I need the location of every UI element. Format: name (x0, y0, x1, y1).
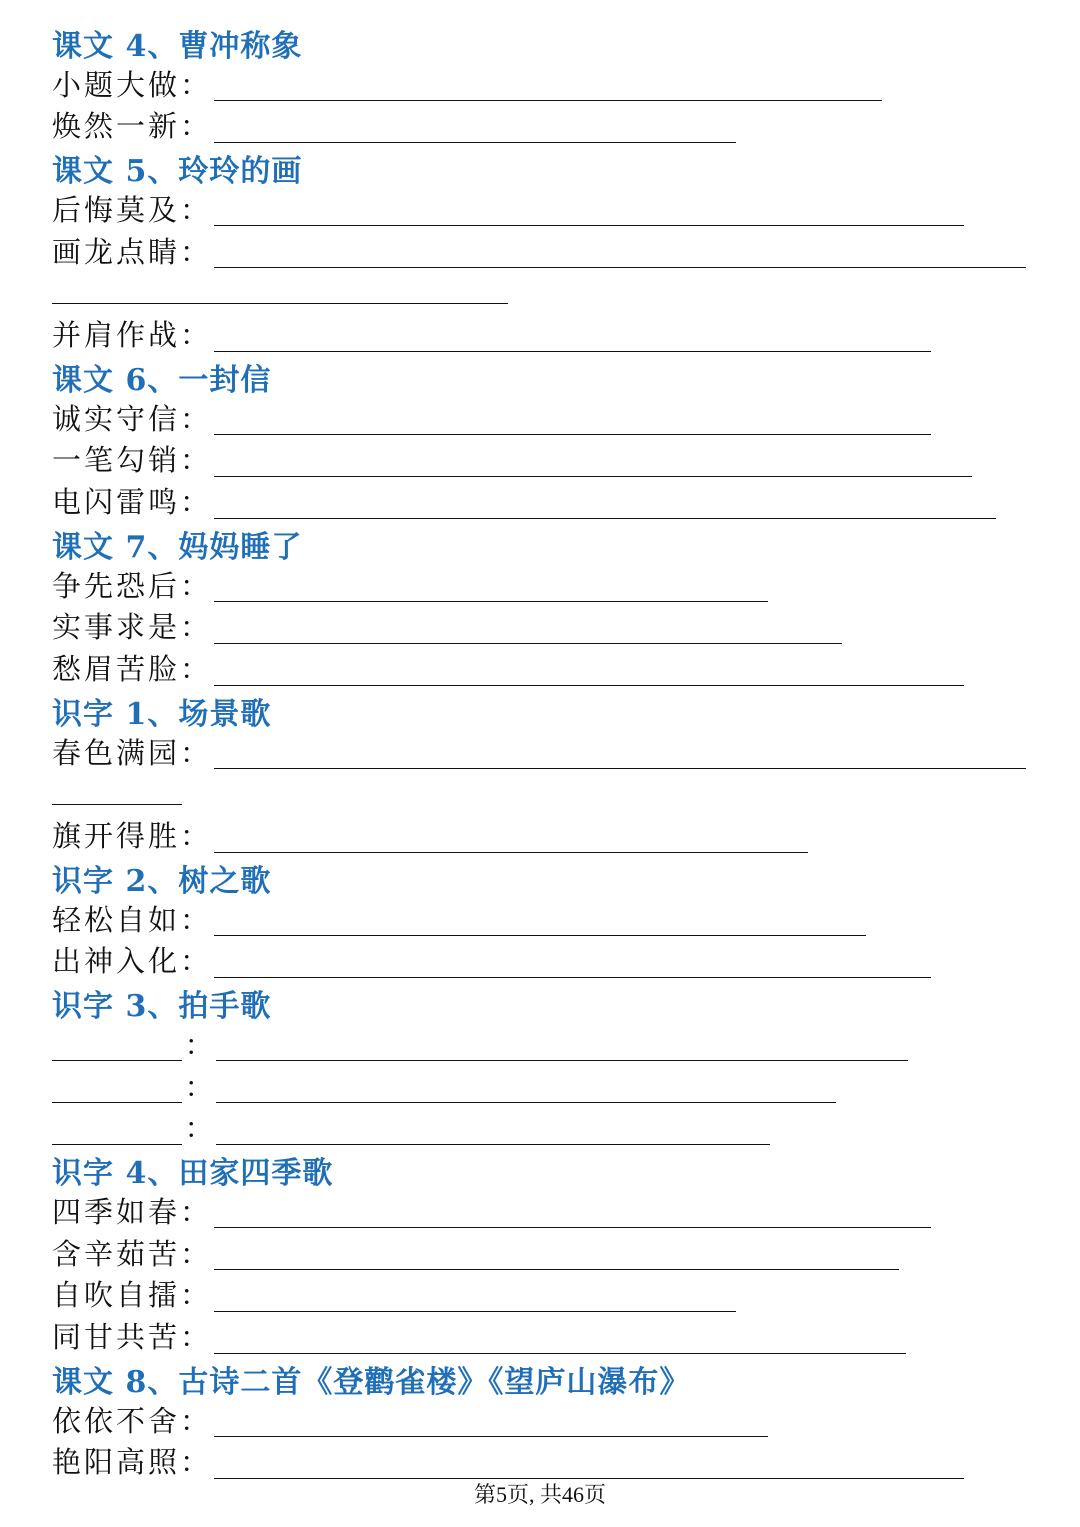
term-row (52, 1400, 1042, 1442)
term-row (52, 1275, 1042, 1317)
answer-blank[interactable] (214, 329, 931, 352)
term-label: 后悔莫及 (52, 192, 181, 227)
section-heading: 课文 8、古诗二首《登鹳雀楼》《望庐山瀑布》 (52, 1365, 691, 1400)
term-label: 出神入化 (52, 944, 181, 979)
answer-blank[interactable] (214, 746, 1026, 769)
section-heading: 识字 4、田家四季歌 (52, 1156, 334, 1192)
answer-blank[interactable] (214, 663, 964, 686)
term-row (52, 565, 1042, 607)
term-row (52, 607, 1042, 649)
section-heading: 识字 3、拍手歌 (52, 989, 272, 1025)
answer-blank[interactable] (214, 830, 808, 853)
answer-blank[interactable] (214, 621, 842, 644)
term-blank[interactable] (52, 1080, 182, 1103)
term-label: 争先恐后 (52, 568, 181, 603)
section-heading: 课文 4、曹冲称象 (52, 29, 303, 64)
term-row (52, 941, 1042, 983)
answer-blank[interactable] (214, 454, 972, 477)
colon: ： (180, 485, 210, 520)
term-label: 小题大做 (52, 67, 181, 102)
term-label: 愁眉苦脸 (52, 652, 181, 687)
term-row (52, 899, 1042, 941)
term-row (52, 64, 1042, 106)
answer-blank[interactable] (52, 782, 182, 805)
term-row (52, 440, 1042, 482)
answer-blank[interactable] (216, 1080, 836, 1103)
answer-blank[interactable] (214, 913, 866, 936)
section-heading: 课文 5、玲玲的画 (52, 154, 303, 190)
term-label: 并肩作战 (52, 318, 181, 353)
term-row (52, 648, 1042, 690)
term-label: 轻松自如 (52, 902, 181, 937)
colon: ： (180, 819, 210, 854)
colon: ： (180, 652, 210, 687)
term-label: 同甘共苦 (52, 1320, 181, 1355)
worksheet (52, 22, 1042, 1483)
answer-blank[interactable] (214, 1331, 906, 1354)
term-row (52, 398, 1042, 440)
colon: ： (180, 109, 210, 144)
colon: ： (180, 1236, 210, 1271)
answer-blank[interactable] (214, 78, 882, 101)
colon: ： (180, 234, 210, 269)
term-row (52, 481, 1042, 523)
page-footer: 第5页, 共46页 (473, 1482, 606, 1507)
term-label: 画龙点睛 (52, 234, 181, 269)
term-label: 春色满园 (52, 735, 181, 770)
answer-blank[interactable] (214, 579, 768, 602)
colon: ： (180, 568, 210, 603)
term-blank[interactable] (52, 1038, 182, 1061)
term-row (52, 1066, 1042, 1108)
answer-blank[interactable] (214, 1456, 964, 1479)
colon: ： (180, 735, 210, 770)
colon: ： (180, 1403, 210, 1438)
term-row (52, 314, 1042, 356)
answer-blank[interactable] (214, 245, 1026, 268)
colon: ： (184, 1069, 214, 1104)
term-row (52, 1108, 1042, 1150)
answer-blank[interactable] (214, 1247, 899, 1270)
answer-blank[interactable] (214, 1289, 736, 1312)
colon: ： (180, 944, 210, 979)
answer-blank[interactable] (216, 1122, 770, 1145)
answer-blank[interactable] (214, 412, 931, 435)
answer-blank[interactable] (52, 281, 508, 304)
term-row (52, 732, 1042, 774)
colon: ： (180, 192, 210, 227)
term-label: 电闪雷鸣 (52, 485, 181, 520)
term-label: 诚实守信 (52, 401, 181, 436)
answer-blank[interactable] (214, 203, 964, 226)
colon: ： (180, 401, 210, 436)
term-label: 含辛茹苦 (52, 1236, 181, 1271)
section-heading: 课文 7、妈妈睡了 (52, 530, 303, 565)
colon: ： (180, 318, 210, 353)
term-row (52, 106, 1042, 148)
term-label: 旗开得胜 (52, 819, 181, 854)
term-row (52, 231, 1042, 273)
term-row (52, 1233, 1042, 1275)
answer-continuation (52, 774, 1042, 816)
colon: ： (184, 1027, 214, 1062)
term-row (52, 189, 1042, 231)
term-row (52, 1442, 1042, 1484)
term-row (52, 1316, 1042, 1358)
term-label: 四季如春 (52, 1194, 181, 1229)
term-row (52, 1024, 1042, 1066)
term-row (52, 815, 1042, 857)
section-heading: 识字 1、场景歌 (52, 697, 272, 732)
section-heading: 课文 6、一封信 (52, 363, 272, 398)
colon: ： (180, 902, 210, 937)
colon: ： (180, 1194, 210, 1229)
answer-blank[interactable] (216, 1038, 908, 1061)
section-heading: 识字 2、树之歌 (52, 864, 272, 899)
colon: ： (180, 610, 210, 645)
colon: ： (180, 443, 210, 478)
answer-blank[interactable] (214, 1414, 768, 1437)
colon: ： (180, 1445, 210, 1480)
colon: ： (180, 1320, 210, 1355)
colon: ： (184, 1111, 214, 1146)
term-label: 依依不舍 (52, 1403, 181, 1438)
term-label: 焕然一新 (52, 109, 181, 144)
answer-blank[interactable] (214, 955, 931, 978)
colon: ： (180, 1278, 210, 1313)
term-blank[interactable] (52, 1122, 182, 1145)
term-label: 艳阳高照 (52, 1445, 181, 1480)
answer-blank[interactable] (214, 496, 996, 519)
term-label: 实事求是 (52, 610, 181, 645)
answer-blank[interactable] (214, 120, 736, 143)
term-label: 一笔勾销 (52, 443, 181, 478)
term-label: 自吹自擂 (52, 1278, 181, 1313)
term-row (52, 1191, 1042, 1233)
colon: ： (180, 67, 210, 102)
answer-continuation (52, 273, 1042, 315)
answer-blank[interactable] (214, 1205, 931, 1228)
